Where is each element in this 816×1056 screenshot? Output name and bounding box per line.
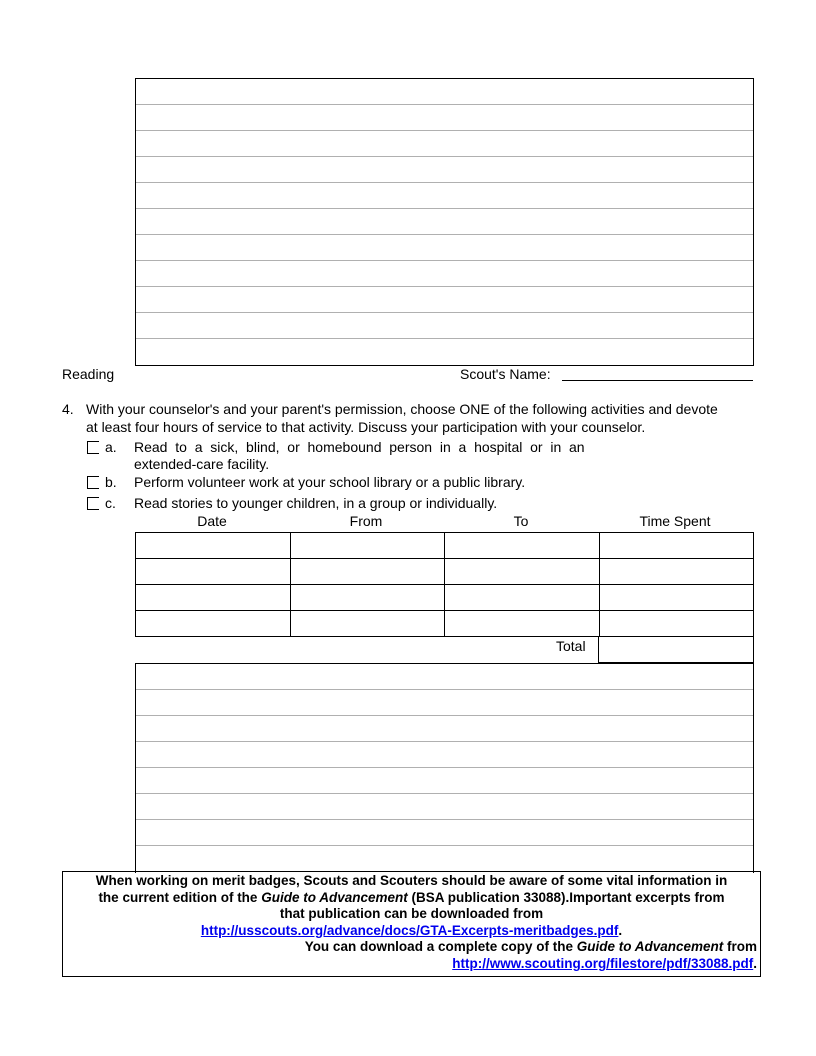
option-a-checkbox[interactable] bbox=[87, 441, 99, 454]
notice-line5 bbox=[63, 939, 760, 956]
date-cell[interactable] bbox=[136, 585, 291, 611]
writing-line[interactable] bbox=[136, 664, 753, 690]
writing-line[interactable] bbox=[136, 183, 753, 209]
date-cell[interactable] bbox=[136, 611, 291, 637]
link2-suffix: . bbox=[753, 955, 757, 971]
scout-name-field[interactable] bbox=[562, 380, 753, 381]
full-guide-link[interactable]: http://www.scouting.org/filestore/pdf/33088.pdf bbox=[452, 955, 754, 971]
table-row bbox=[136, 533, 754, 559]
header-time-spent: Time Spent bbox=[639, 513, 711, 529]
notice-line5-before: You can download a complete copy of the bbox=[304, 939, 577, 955]
to-cell[interactable] bbox=[445, 533, 600, 559]
notice-line1: When working on merit badges, Scouts and Scouters should be aware of some vital information in bbox=[95, 873, 728, 888]
notice-line3: that publication can be downloaded from bbox=[279, 906, 544, 922]
date-cell[interactable] bbox=[136, 533, 291, 559]
writing-line[interactable] bbox=[136, 820, 753, 846]
writing-line[interactable] bbox=[136, 768, 753, 794]
excerpts-link[interactable]: http://usscouts.org/advance/docs/GTA-Excerpts-meritbadges.pdf bbox=[200, 922, 619, 938]
writing-line[interactable] bbox=[136, 742, 753, 768]
writing-line[interactable] bbox=[136, 209, 753, 235]
total-label: Total bbox=[556, 638, 586, 654]
notice-line4 bbox=[63, 923, 760, 940]
time-spent-cell[interactable] bbox=[599, 559, 754, 585]
option-b-line1: Perform volunteer work at your school library or a public library. bbox=[134, 474, 526, 490]
option-a-line1: Read to a sick, blind, or homebound person in a hospital or in an bbox=[134, 439, 585, 455]
writing-line[interactable] bbox=[136, 261, 753, 287]
scout-name-label: Scout's Name: bbox=[460, 366, 551, 382]
writing-line[interactable] bbox=[136, 690, 753, 716]
option-b-letter: b. bbox=[105, 474, 117, 490]
writing-line[interactable] bbox=[136, 105, 753, 131]
notice-line2 bbox=[63, 890, 760, 907]
requirement-number: 4. bbox=[62, 401, 74, 417]
writing-lines-bottom[interactable] bbox=[135, 663, 754, 873]
requirement-text-line1: With your counselor's and your parent's permission, choose ONE of the following activities and devote bbox=[86, 401, 718, 417]
notice-line2-before: the current edition of the bbox=[98, 889, 262, 905]
option-b-checkbox[interactable] bbox=[87, 476, 99, 489]
option-a-letter: a. bbox=[105, 439, 117, 455]
writing-lines-top[interactable] bbox=[135, 78, 754, 366]
table-row bbox=[136, 585, 754, 611]
guide-title: Guide to Advancement bbox=[261, 889, 408, 905]
table-row bbox=[136, 559, 754, 585]
requirement-text-line2: at least four hours of service to that activity. Discuss your participation with your counselor. bbox=[86, 419, 646, 435]
writing-line[interactable] bbox=[136, 157, 753, 183]
reading-label: Reading bbox=[62, 366, 115, 382]
option-c-checkbox[interactable] bbox=[87, 497, 99, 510]
writing-line[interactable] bbox=[136, 131, 753, 157]
writing-line[interactable] bbox=[136, 846, 753, 872]
writing-line[interactable] bbox=[136, 313, 753, 339]
writing-line[interactable] bbox=[136, 339, 753, 367]
writing-line[interactable] bbox=[136, 235, 753, 261]
notice-line5-after: from bbox=[723, 939, 757, 955]
service-log-table bbox=[135, 532, 754, 637]
writing-line[interactable] bbox=[136, 716, 753, 742]
writing-line[interactable] bbox=[136, 794, 753, 820]
writing-line[interactable] bbox=[136, 287, 753, 313]
notice-line6 bbox=[63, 956, 760, 973]
from-cell[interactable] bbox=[290, 585, 445, 611]
time-spent-cell[interactable] bbox=[599, 585, 754, 611]
total-field[interactable] bbox=[598, 636, 754, 663]
time-spent-cell[interactable] bbox=[599, 533, 754, 559]
link1-suffix: . bbox=[618, 922, 623, 938]
header-from: From bbox=[349, 513, 383, 529]
from-cell[interactable] bbox=[290, 559, 445, 585]
header-date: Date bbox=[197, 513, 227, 529]
notice-line2-after: (BSA publication 33088).Important excerpts from bbox=[407, 889, 725, 905]
from-cell[interactable] bbox=[290, 611, 445, 637]
option-c-line1: Read stories to younger children, in a group or individually. bbox=[134, 495, 498, 511]
to-cell[interactable] bbox=[445, 611, 600, 637]
date-cell[interactable] bbox=[136, 559, 291, 585]
guide-title-2: Guide to Advancement bbox=[576, 939, 724, 955]
guide-to-advancement-notice bbox=[62, 871, 761, 977]
writing-line[interactable] bbox=[136, 79, 753, 105]
time-spent-cell[interactable] bbox=[599, 611, 754, 637]
option-c-letter: c. bbox=[105, 495, 116, 511]
from-cell[interactable] bbox=[290, 533, 445, 559]
to-cell[interactable] bbox=[445, 585, 600, 611]
to-cell[interactable] bbox=[445, 559, 600, 585]
option-a-line2: extended-care facility. bbox=[134, 456, 270, 472]
table-row bbox=[136, 611, 754, 637]
header-to: To bbox=[513, 513, 529, 529]
